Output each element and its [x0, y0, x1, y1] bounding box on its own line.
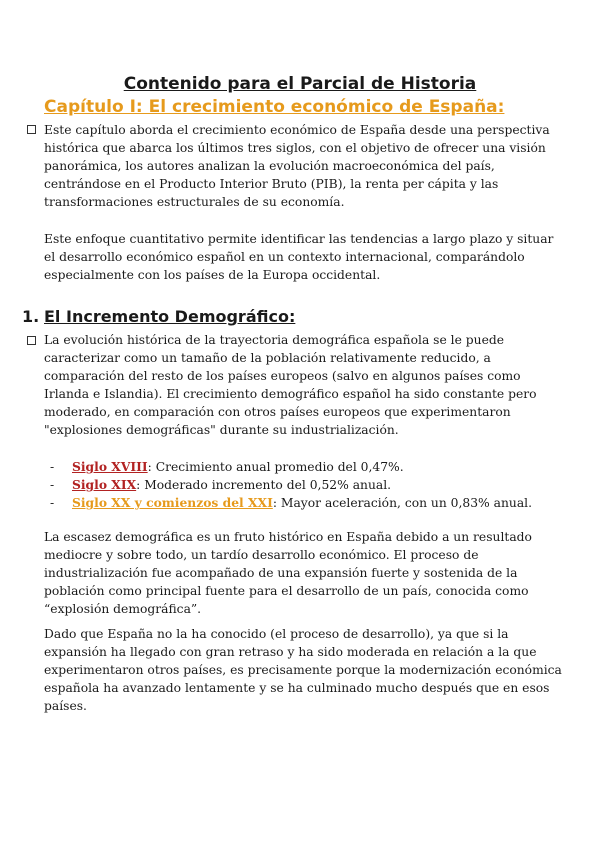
list-item [50, 494, 532, 512]
list-dash: - [50, 478, 55, 493]
chapter-paragraph: Este capítulo aborda el crecimiento económico de España desde una perspectiva histórica que abarca los últimos tres siglos, con el objetivo de ofrecer una visión panorámica, los autores analizan la evolución macroeconómica del país, centrándose en el Producto Interior Bruto (PIB), la renta per cápita y las transformaciones estructurales de su economía. [44, 123, 550, 210]
section-number: 1. [22, 307, 40, 326]
section-intro-block [44, 331, 564, 440]
chapter-intro-block [44, 121, 564, 211]
chapter-second-block [44, 230, 564, 284]
section-paragraph-block [44, 528, 564, 618]
list-item [50, 476, 532, 494]
list-item [50, 458, 532, 476]
document-title: Contenido para el Parcial de Historia [123, 74, 477, 94]
section-paragraph: La escasez demográfica es un fruto histórico en España debido a un resultado mediocre y sobre todo, un tardío desarrollo económico. El proceso de industrialización fue acompañado de una expansión fuerte y sostenida de la población como principal fuente para el desarrollo de un país, conocida como “explosión demográfica”. [44, 530, 532, 617]
checkbox-icon [27, 125, 36, 134]
checkbox-icon [27, 336, 36, 345]
section-heading [22, 307, 295, 326]
list-item-text: : Crecimiento anual promedio del 0,47%. [147, 460, 404, 474]
century-list [50, 458, 532, 512]
list-item-label: Siglo XIX [72, 477, 137, 493]
list-item-text: : Moderado incremento del 0,52% anual. [136, 478, 392, 493]
chapter-paragraph: Este enfoque cuantitativo permite identificar las tendencias a largo plazo y situar el desarrollo económico español en un contexto internacional, comparándolo especialmente con los países de la Europa occidental. [44, 232, 554, 283]
section-paragraph: La evolución histórica de la trayectoria demográfica española se le puede caracterizar como un tamaño de la población relativamente reducido, a comparación del resto de los países europeos (salvo en algunos países como Irlanda e Islandia). El crecimiento demográfico español ha sido constante pero moderado, en comparación con otros países europeos que experimentaron "explosiones demográficas" durante su industrialización. [44, 333, 537, 438]
section-title: El Incremento Demográfico: [44, 307, 296, 326]
list-item-label: Siglo XVIII [72, 459, 148, 474]
list-dash: - [50, 496, 55, 511]
chapter-heading: Capítulo I: El crecimiento económico de España: [44, 97, 505, 117]
section-paragraph: Dado que España no la ha conocido (el proceso de desarrollo), ya que si la expansión ha llegado con gran retraso y ha sido moderada en relación a la que experimentaron otros países, es precisamente porque la modernización económica española ha avanzado lentamente y se ha culminado mucho después que en esos países. [44, 627, 562, 714]
list-dash: - [50, 460, 55, 474]
list-item-label: Siglo XX y comienzos del XXI [72, 495, 273, 511]
section-paragraph-block [44, 625, 564, 715]
list-item-text: : Mayor aceleración, con un 0,83% anual. [272, 496, 532, 511]
